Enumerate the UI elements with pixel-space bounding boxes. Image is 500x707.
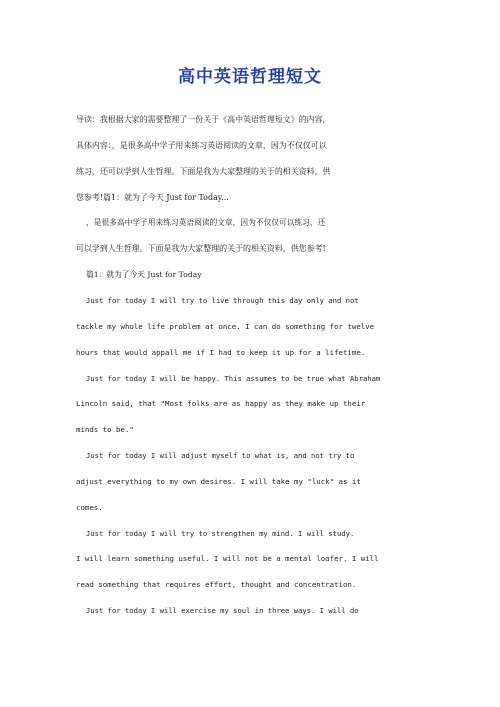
- body-line: Lincoln said, that "Most folks are as happy as they make up their: [76, 399, 366, 409]
- body-line: Just for today I will try to live through this day only and not: [86, 295, 359, 305]
- body-line: ，是很多高中学子用来练习英语阅读的文章，因为不仅仅可以练习，还: [86, 218, 326, 228]
- body-line: minds to be.": [76, 425, 134, 435]
- body-line: I will learn something useful. I will not be a mental loafer. I will: [76, 554, 379, 564]
- document-title: 高中英语哲理短文: [178, 67, 322, 87]
- body-line: comes.: [76, 502, 103, 512]
- body-line: read something that requires effort, thought and concentration.: [76, 580, 357, 590]
- body-line: hours that would appall me if I had to keep it up for a lifetime.: [76, 347, 366, 357]
- body-line: Just for today I will exercise my soul in three ways. I will do: [86, 606, 359, 616]
- body-line: 您参考!篇1：就为了今天 Just for Today...: [76, 192, 229, 202]
- body-line: 具体内容：，是很多高中学子用来练习英语阅读的文章，因为不仅仅可以: [76, 140, 327, 150]
- body-line: 练习，还可以学到人生哲理。下面是我为大家整理的关于的相关资料，供: [76, 166, 331, 176]
- body-line: Just for today I will try to strengthen my mind. I will study.: [86, 528, 355, 538]
- body-line: 导读：我根据大家的需要整理了一份关于《高中英语哲理短文》的内容，: [76, 115, 331, 124]
- body-line: adjust everything to my own desires. I will take my "luck" as it: [76, 476, 361, 486]
- body-line: Just for today I will adjust myself to what is, and not try to: [86, 451, 355, 461]
- body-line: 可以学到人生哲理。下面是我为大家整理的关于的相关资料，供您参考!: [76, 244, 326, 254]
- body-line: Just for today I will be happy. This assumes to be true what Abraham: [86, 373, 381, 383]
- body-line: 篇1：就为了今天 Just for Today: [86, 270, 202, 280]
- body-line: tackle my whole life problem at once. I can do something for twelve: [76, 321, 375, 331]
